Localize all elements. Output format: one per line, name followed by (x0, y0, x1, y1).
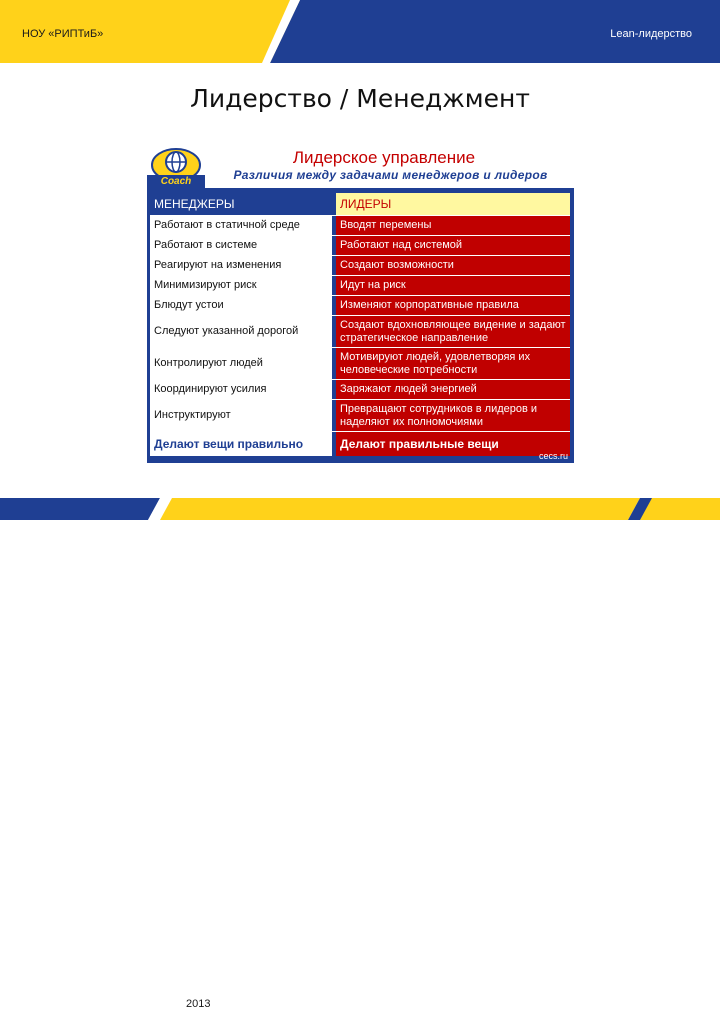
section-name: Lean-лидерство (610, 28, 692, 40)
comparison-panel (147, 145, 574, 463)
leader-cell: Работают над системой (336, 236, 570, 255)
table-row (150, 216, 570, 236)
table-header-row (150, 193, 570, 216)
manager-summary: Делают вещи правильно (150, 432, 332, 456)
table-row (150, 296, 570, 316)
manager-cell: Следуют указанной дорогой (150, 316, 332, 347)
leader-cell: Создают возможности (336, 256, 570, 275)
table-row (150, 316, 570, 348)
manager-cell: Минимизируют риск (150, 276, 332, 295)
manager-cell: Инструктируют (150, 400, 332, 431)
leader-cell: Вводят перемены (336, 216, 570, 235)
table-row (150, 276, 570, 296)
manager-cell: Работают в статичной среде (150, 216, 332, 235)
table-row (150, 256, 570, 276)
table-row (150, 236, 570, 256)
org-name: НОУ «РИПТиБ» (22, 28, 104, 40)
leader-cell: Изменяют корпоративные правила (336, 296, 570, 315)
footer-year: 2013 (186, 998, 211, 1010)
leader-summary: Делают правильные вещи (336, 432, 570, 456)
page-number: 12 (676, 997, 690, 1011)
leader-cell: Заряжают людей энергией (336, 380, 570, 399)
comparison-table (150, 193, 570, 456)
leader-cell: Идут на риск (336, 276, 570, 295)
leader-cell: Мотивируют людей, удовлетворяя их человеческие потребности (336, 348, 570, 379)
panel-header (147, 145, 574, 188)
column-header-leaders: ЛИДЕРЫ (336, 193, 570, 215)
table-row (150, 400, 570, 432)
panel-subheading: Различия между задачами менеджеров и лидеров (233, 168, 548, 182)
table-summary-row (150, 432, 570, 456)
table-row (150, 380, 570, 400)
manager-cell: Координируют усилия (150, 380, 332, 399)
header-bar (0, 0, 720, 63)
leader-cell: Создают вдохновляющее видение и задают стратегическое направление (336, 316, 570, 347)
source-label: cecs.ru (538, 451, 568, 461)
manager-cell: Работают в системе (150, 236, 332, 255)
manager-cell: Блюдут устои (150, 296, 332, 315)
footer-shapes (0, 492, 720, 540)
kamaz-logo: КАМАZ (50, 995, 105, 1011)
column-header-managers: МЕНЕДЖЕРЫ (150, 193, 332, 215)
table-row (150, 348, 570, 380)
slide-title: Лидерство / Менеджмент (190, 84, 530, 113)
footer-bar (0, 492, 720, 1011)
manager-cell: Контролируют людей (150, 348, 332, 379)
manager-cell: Реагируют на изменения (150, 256, 332, 275)
panel-heading: Лидерское управление (292, 148, 476, 167)
leader-cell: Превращают сотрудников в лидеров и наделяют их полномочиями (336, 400, 570, 431)
coach-logo: Coach (147, 175, 205, 188)
